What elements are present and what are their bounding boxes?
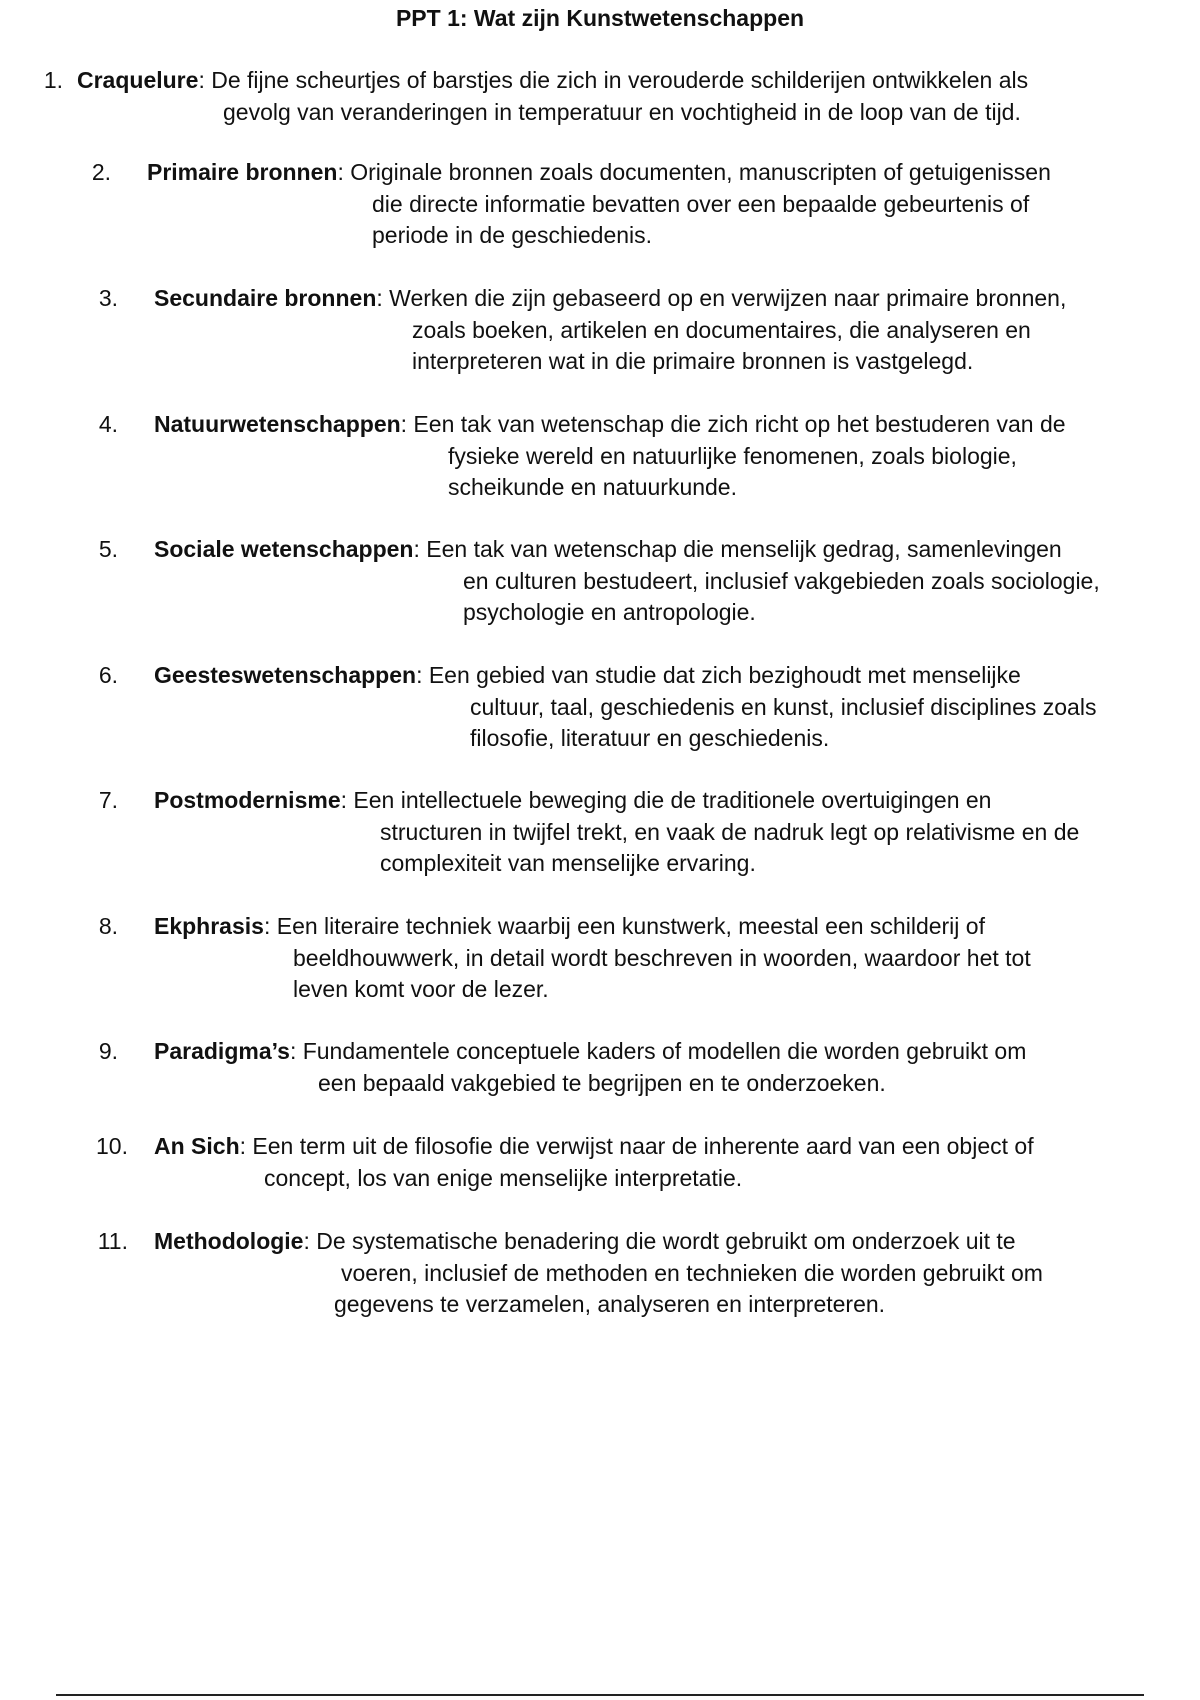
- term: Postmodernisme: [154, 787, 341, 813]
- definition-line: psychologie en antropologie.: [463, 599, 756, 625]
- colon: :: [376, 285, 383, 311]
- definition-line: De systematische benadering die wordt gebruikt om onderzoek uit te: [309, 1228, 1016, 1254]
- colon: :: [413, 536, 420, 562]
- definition-line: Originale bronnen zoals documenten, manuscripten of getuigenissen: [343, 159, 1051, 185]
- list-item-primaire-bronnen: [91, 157, 1051, 252]
- list-number: 2.: [91, 159, 111, 185]
- colon: :: [198, 67, 205, 93]
- term: Natuurwetenschappen: [154, 411, 401, 437]
- definition-line: concept, los van enige menselijke interpretatie.: [264, 1164, 743, 1191]
- list-item-methodologie: [97, 1226, 1043, 1321]
- definition-line: Een tak van wetenschap die zich richt op het bestuderen van de: [407, 411, 1066, 437]
- list-number: 10.: [96, 1133, 128, 1159]
- list-item-paradigmas: [98, 1036, 1027, 1099]
- definition-line: Een tak van wetenschap die menselijk gedrag, samenlevingen: [419, 536, 1062, 562]
- definition-line: interpreteren wat in die primaire bronnen is vastgelegd.: [412, 348, 974, 374]
- list-number: 4.: [98, 411, 118, 437]
- colon: :: [337, 159, 344, 185]
- colon: :: [400, 411, 408, 437]
- definition-line: die directe informatie bevatten over een bepaalde gebeurtenis of: [372, 190, 1030, 217]
- term: Methodologie: [154, 1228, 304, 1254]
- definition-line: Fundamentele conceptuele kaders of modellen die worden gebruikt om: [296, 1038, 1027, 1064]
- list-number: 1.: [43, 67, 63, 93]
- colon: :: [239, 1133, 247, 1159]
- list-number: 8.: [98, 913, 118, 939]
- definition-line: structuren in twijfel trekt, en vaak de nadruk legt op relativisme en de: [380, 818, 1080, 845]
- colon: :: [340, 787, 347, 813]
- list-item-craquelure: [43, 65, 1029, 128]
- term: Paradigma’s: [154, 1038, 290, 1064]
- colon: :: [416, 662, 423, 688]
- definition-line: en culturen bestudeert, inclusief vakgebieden zoals sociologie,: [463, 567, 1100, 594]
- list-item-an-sich: [96, 1131, 1034, 1194]
- term: Ekphrasis: [154, 913, 264, 939]
- term: Sociale wetenschappen: [154, 536, 414, 562]
- definition-line: scheikunde en natuurkunde.: [448, 474, 737, 500]
- definition-line: filosofie, literatuur en geschiedenis.: [470, 725, 830, 751]
- definition-line: Een intellectuele beweging die de traditionele overtuigingen en: [347, 787, 992, 813]
- list-item-natuurwetenschappen: [98, 409, 1066, 504]
- definition-line: Een term uit de filosofie die verwijst naar de inherente aard van een object of: [246, 1133, 1034, 1159]
- definition-line: leven komt voor de lezer.: [293, 976, 549, 1002]
- definition-line: periode in de geschiedenis.: [372, 222, 653, 248]
- colon: :: [263, 913, 271, 939]
- term: Secundaire bronnen: [154, 285, 377, 311]
- term: Craquelure: [77, 67, 199, 93]
- definition-line: een bepaald vakgebied te begrijpen en te onderzoeken.: [318, 1069, 886, 1096]
- term: Primaire bronnen: [147, 159, 338, 185]
- term: An Sich: [154, 1133, 240, 1159]
- definition-line: beeldhouwwerk, in detail wordt beschreven in woorden, waardoor het tot: [293, 944, 1031, 971]
- definition-line: complexiteit van menselijke ervaring.: [380, 850, 756, 876]
- list-number: 3.: [98, 285, 118, 311]
- definition-line: cultuur, taal, geschiedenis en kunst, inclusief disciplines zoals: [470, 693, 1097, 720]
- colon: :: [303, 1228, 310, 1254]
- list-item-sociale-wetenschappen: [98, 534, 1100, 629]
- list-number: 9.: [98, 1038, 118, 1064]
- definition-line: gevolg van veranderingen in temperatuur en vochtigheid in de loop van de tijd.: [223, 98, 1021, 125]
- list-number: 11.: [97, 1228, 128, 1254]
- term: Geesteswetenschappen: [154, 662, 417, 688]
- list-number: 5.: [98, 536, 118, 562]
- definition-line: Een gebied van studie dat zich bezighoudt met menselijke: [422, 662, 1021, 688]
- definition-line: Een literaire techniek waarbij een kunstwerk, meestal een schilderij of: [270, 913, 985, 939]
- list-item-geesteswetenschappen: [98, 660, 1097, 755]
- definition-line: gegevens te verzamelen, analyseren en interpreteren.: [334, 1291, 886, 1317]
- list-item-ekphrasis: [98, 911, 1031, 1006]
- list-number: 6.: [98, 662, 118, 688]
- colon: :: [289, 1038, 297, 1064]
- definition-line: zoals boeken, artikelen en documentaires, die analyseren en: [412, 316, 1031, 343]
- list-item-postmodernisme: [98, 785, 1080, 880]
- definition-line: Werken die zijn gebaseerd op en verwijzen naar primaire bronnen,: [382, 285, 1067, 311]
- footer-divider: [56, 1694, 1144, 1696]
- list-item-secundaire-bronnen: [98, 283, 1067, 378]
- definition-line: fysieke wereld en natuurlijke fenomenen, zoals biologie,: [448, 442, 1017, 469]
- page-title: PPT 1: Wat zijn Kunstwetenschappen: [395, 5, 805, 31]
- list-number: 7.: [98, 787, 118, 813]
- definition-line: voeren, inclusief de methoden en technieken die worden gebruikt om: [341, 1259, 1043, 1286]
- definition-line: De fijne scheurtjes of barstjes die zich in verouderde schilderijen ontwikkelen als: [204, 67, 1029, 93]
